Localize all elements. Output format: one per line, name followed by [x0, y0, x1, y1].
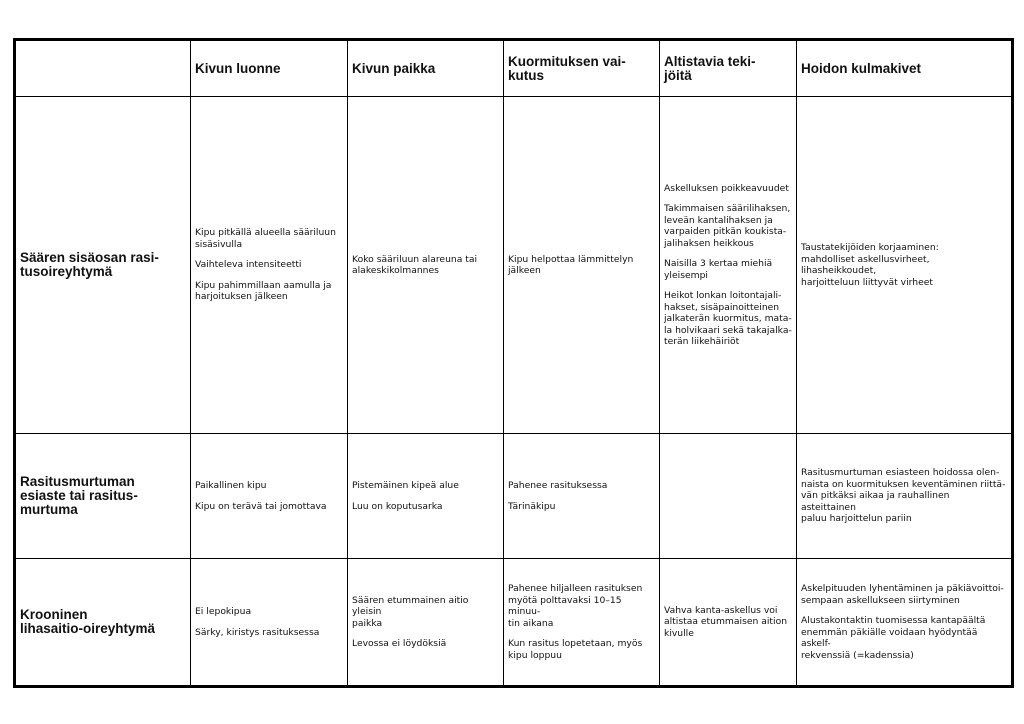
- cell-paragraph: Rasitusmurtuman esiasteen hoidossa olen- naista on kuormituksen keventäminen riittä- vän pitkäksi aikaa ja rauhallinen asteittainen paluu harjoittelun pariin: [801, 467, 1006, 525]
- table-row: [15, 97, 1013, 434]
- header-predisposing-factors: Altistavia teki- jöitä: [660, 40, 797, 97]
- cell-paragraph: Kipu pahimmillaan aamulla ja harjoituksen jälkeen: [195, 279, 332, 303]
- table-row: [15, 559, 1013, 687]
- table-cell: [797, 434, 1013, 559]
- row-title: Rasitusmurtuman esiaste tai rasitus- murtuma: [15, 434, 191, 559]
- cell-paragraph: Paikallinen kipu: [195, 480, 267, 491]
- table-cell: [348, 434, 504, 559]
- cell-paragraph: Heikot lonkan loitontajali- hakset, sisäpainoitteinen jalkaterän kuormitus, mata- la holvikaari sekä takajalka- terän liikehäiriöt: [664, 290, 792, 347]
- cell-paragraph: Kipu on terävä tai jomottava: [195, 500, 327, 512]
- cell-paragraph: Pistemäinen kipeä alue: [352, 480, 459, 491]
- table-row: [15, 434, 1013, 559]
- cell-paragraph: Vahva kanta-askellus voi altistaa etummaisen aition kivulle: [664, 604, 788, 639]
- cell-paragraph: Askelluksen poikkeavuudet: [664, 182, 789, 194]
- header-row: [15, 40, 1013, 97]
- cell-paragraph: Särky, kiristys rasituksessa: [195, 626, 320, 638]
- cell-paragraph: Säären etummainen aitio yleisin paikka: [352, 594, 469, 629]
- table-cell: [504, 434, 660, 559]
- table-cell: [660, 434, 797, 559]
- cell-paragraph: Koko sääriluun alareuna tai alakeskikolmannes: [352, 253, 478, 276]
- table-cell: [191, 97, 348, 434]
- row-title: Säären sisäosan rasi- tusoireyhtymä: [15, 97, 191, 434]
- cell-paragraph: Ei lepokipua: [195, 606, 252, 617]
- table-cell: [191, 559, 348, 687]
- cell-paragraph: Naisilla 3 kertaa miehiä yleisempi: [664, 258, 773, 281]
- cell-paragraph: Pahenee rasituksessa: [508, 480, 608, 491]
- table-cell: [191, 434, 348, 559]
- cell-paragraph: Takimmaisen säärilihaksen, leveän kantalihaksen ja varpaiden pitkän koukista- jalihaksen heikkous: [664, 203, 791, 249]
- cell-paragraph: Vaihteleva intensiteetti: [195, 259, 302, 271]
- header-load-effect: Kuormituksen vai- kutus: [504, 40, 660, 97]
- header-cell-empty: [15, 40, 191, 97]
- cell-paragraph: Pahenee hiljalleen rasituksen myötä polttavaksi 10–15 minuu- tin aikana: [508, 583, 643, 629]
- table-cell: [797, 97, 1013, 434]
- header-treatment: Hoidon kulmakivet: [797, 40, 1013, 97]
- table-cell: [504, 559, 660, 687]
- cell-paragraph: Kun rasitus lopetetaan, myös kipu loppuu: [508, 638, 643, 661]
- table-cell: [348, 559, 504, 687]
- table-cell: [660, 559, 797, 687]
- header-pain-location: Kivun paikka: [348, 40, 504, 97]
- symptom-table: [13, 38, 1014, 688]
- table-cell: [797, 559, 1013, 687]
- cell-paragraph: Kipu pitkällä alueella sääriluun sisäsivulla: [195, 227, 336, 250]
- row-title: Krooninen lihasaitio-oireyhtymä: [15, 559, 191, 687]
- cell-paragraph: Tärinäkipu: [508, 500, 556, 512]
- table-cell: [348, 97, 504, 434]
- table-cell: [504, 97, 660, 434]
- cell-paragraph: Luu on koputusarka: [352, 500, 443, 512]
- header-pain-nature: Kivun luonne: [191, 40, 348, 97]
- cell-paragraph: Askelpituuden lyhentäminen ja päkiävoittoi- sempaan askellukseen siirtyminen: [801, 583, 1004, 606]
- cell-paragraph: Levossa ei löydöksiä: [352, 638, 447, 649]
- table-cell: [660, 97, 797, 434]
- cell-paragraph: Kipu helpottaa lämmittelyn jälkeen: [508, 253, 634, 276]
- cell-paragraph: Alustakontaktin tuomisessa kantapäältä enemmän päkiälle voidaan hyödyntää askelf- rekvenssiä (=kadenssia): [801, 615, 986, 661]
- cell-paragraph: Taustatekijöiden korjaaminen: mahdolliset askellusvirheet, lihasheikkoudet, harjoitteluun liittyvät virheet: [801, 242, 939, 288]
